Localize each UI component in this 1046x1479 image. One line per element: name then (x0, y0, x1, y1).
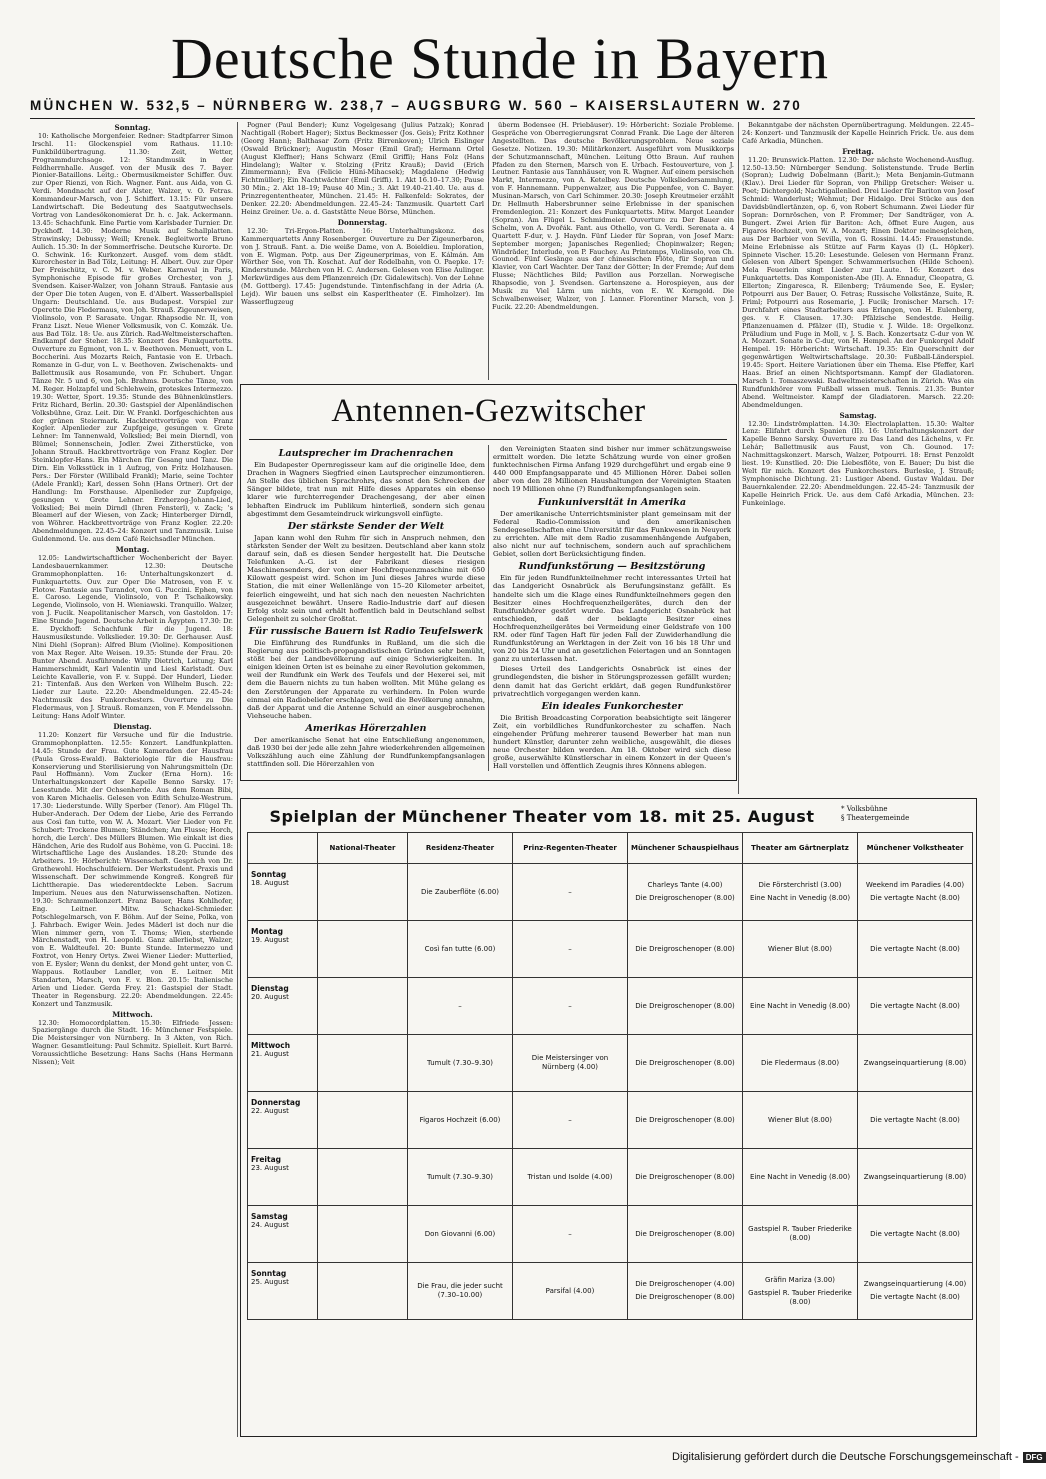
performance-entry: Wiener Blut (8.00) (767, 944, 833, 953)
day-name: Mittwoch (251, 1041, 291, 1050)
day-heading: Donnerstag. (337, 217, 388, 227)
performance-cell (318, 1035, 408, 1092)
day-name: Sonntag (251, 870, 287, 879)
performance-entry: Die Dreigroschenoper (8.00) (635, 1001, 735, 1010)
performance-cell (743, 921, 858, 978)
performance-entry: Die Dreigroschenoper (8.00) (635, 1229, 735, 1238)
performance-cell (408, 864, 513, 921)
program-paragraph: Die British Broadcasting Corporation beabsichtigte seit längerer Zeit, ein vorbildliches Rundfunkorchester zu schaffen. Nach eingehender Prüfung mehrerer tausend Bewerber hat man nun hundert Künstler, darunter zehn weibliche, ausgewählt, die dieses neue Orchester bilden werden. Am 18. Oktober wird sich diese große, auserwählte Künstlerschar in einem Konzert in der Queen's Hall vorstellen und öffentlich Zeugnis ihres Könnens ablegen. (493, 713, 731, 771)
table-row (248, 1149, 973, 1206)
day-date: 23. August (251, 1164, 289, 1172)
performance-entry: Die Dreigroschenoper (8.00) (635, 1115, 735, 1124)
spielplan-legend (841, 805, 973, 823)
program-paragraph: 11.20: Konzert für Versuche und für die Industrie. Grammophonplatten. 12.55: Konzert. Landfunkplatten. 14.45: Stunde der Frau. Gute Kameraden der Hausfrau (Paula Gross-Ewald). Bakteriologie für die Hausfrau: Konservierung und Sterilisierung von Nahrungsmitteln (Dr. Paul Hoffmann). Vom Zucker (Erna Horn). 16: Unterhaltungskonzert der Kapelle Benno Sarsky. 17: Lesestunde. Mit der Ochsenherde. Aus dem Roman Bibi, von Karen Michaelis. Gelesen von Edith Schulze-Westrum. 17.30: Liederstunde. Willy Sperber (Tenor). Am Flügel Th. Huber-Anderach. Der Odem der Liebe, Arie des Ferrando aus Così fan tutte, von W. A. Mozart. Vier Lieder von Fr. Schubert: Trockene Blumen; Ständchen; Am Flusse; Horch, horch, die Lerch'. Des Müllers Blumen. Wie einkalt ist dies Händchen, Arie des Rudolf aus Bohème, von G. Puccini. 18: Wirtschaftliche Lage des Auslandes. 18.20: Stunde des Arbeiters. 19: Hörbericht: Wissenschaft. Gespräch von Dr. Grathewohl. Hochschulfeiern. Der Werkstudent. Praxis und Wissenschaft. Der schwimmende Kongreß. Kongreß für Lichttherapie. Das wiederentdeckte Leben. Sacrum Imperium. Neues aus den Naturwissenschaften. Notizen. 19.30: Schrammelkonzert. Franz Bauer, Hans Kohlhofer, Eng. Leitner. Mitw. Schackel-Schmieder. Potschlegelmarsch, von F. Böhm. Auf der Seine, Polka, von J. Fahrbach. Ewiger Wein. Jedes Mäderl ist doch nur die Wien nimmer gern, von T. Thoms; Wien, sterbende Märchenstadt, von H. Leopoldi. Ganz allerliebst, Walzer, von E. Waldteufel. 20: Bunte Stunde. Intermezzo und Foxtrot, von Henry Ortys. Zwei Wiener Lieder: Mutterlied, von E. Eysler; Wenn du denkst, der Mond geht unter, von C. Wappaus. Rotlauber Landler, von E. Leitner. Mit Standarten, Marsch, von F. v. Blon. 20.15: Italienische Arien und Lieder. Gerda Frey. 21: Gastspiel der Stadt. Theater in Regensburg. 22.20: Abendmeldungen. 22.45: Konzert und Tanzmusik. (32, 730, 233, 1008)
antennen-title: Antennen-Gezwitscher (331, 393, 646, 429)
table-row (248, 921, 973, 978)
day-cell (248, 921, 318, 978)
performance-entry: – (568, 1229, 572, 1238)
performance-entry: Die vertagte Nacht (8.00) (870, 1229, 960, 1238)
performance-entry: Eine Nacht in Venedig (8.00) (749, 894, 851, 902)
day-cell (248, 978, 318, 1035)
day-heading: Montag. (115, 545, 150, 555)
performance-entry: Zwangseinquartierung (8.00) (863, 1172, 967, 1181)
performance-entry: Gastspiel R. Tauber Friederike (8.00) (748, 1288, 852, 1306)
day-cell (248, 1035, 318, 1092)
program-paragraph: Der amerikanische Senat hat eine Entschließung angenommen, daß 1930 bei der jede alle zehn Jahre wiederkehrenden allgemeinen Volkszählung auch eine Zählung der Rundfunkempfangsanlagen stattfinden soll. Die Hörerzahlen von (247, 736, 485, 769)
day-date: 18. August (251, 879, 289, 887)
performance-entry: Tumult (7.30–9.30) (427, 1172, 493, 1181)
legend-item: § Theatergemeinde (841, 814, 910, 822)
performance-cell (858, 978, 973, 1035)
performance-cell (408, 1149, 513, 1206)
performance-entry: Eine Nacht in Venedig (8.00) (749, 1172, 851, 1181)
table-row (248, 1206, 973, 1263)
performance-entry: Die Dreigroschenoper (8.00) (635, 1058, 735, 1067)
performance-cell (743, 978, 858, 1035)
antennen-rule (249, 439, 727, 440)
day-name: Dienstag (251, 984, 289, 993)
performance-cell (513, 864, 628, 921)
day-heading: Dienstag. (113, 721, 152, 731)
day-date: 24. August (251, 1221, 289, 1229)
article-heading: Für russische Bauern ist Radio Teufelswerk (248, 625, 484, 637)
performance-cell (628, 1206, 743, 1263)
performance-cell (858, 1035, 973, 1092)
performance-cell (513, 1206, 628, 1263)
program-paragraph: Bekanntgabe der nächsten Opernübertragung. Meldungen. 22.45–24: Konzert- und Tanzmusik der Kapelle Heinrich Frick. Ue. aus dem Café Arkadia, München. (742, 121, 974, 145)
program-column-2 (241, 122, 484, 380)
program-paragraph: 12.30: Lindströmplatten. 14.30: Electrolaplatten. 15.30: Walter Lenz: Elifahrt durch Spanien (II). 16: Unterhaltungskonzert der Kapelle Benno Sarsky. Ouverture zu Das Land des Lächelns, v. Fr. Lehár; Ballettmusik aus Faust, von Ch. Gounod. 17: Nachmittagskonzert. Marsch, Walzer, Potpourri. 18: Ernst Penzoldt liest. 19: Kunstlied. 20: Die Liebesflöte, von E. Bauer; Du bist die Welt für mich. Konzert des Funkorchesters. Burleske, J. Strauß; Symphonische Dichtung. 21: Lustiger Abend. Gustav Waldau. Der Bauernkalender. 22.20: Abendmeldungen. 22.45–24: Tanzmusik der Kapelle Heinrich Frick. Ue. aus dem Café Arkadia, München. 23: Funkeinlage. (742, 419, 974, 507)
performance-cell (628, 1035, 743, 1092)
article-heading: Funkuniversität in Amerika (537, 496, 687, 508)
masthead-rule (30, 118, 975, 119)
performance-entry: Die Dreigroschenoper (8.00) (635, 894, 735, 902)
antennen-right-column (493, 445, 731, 775)
footer-text: Digitalisierung gefördert durch die Deutsche Forschungsgemeinschaft - (672, 1451, 1019, 1463)
performance-cell (628, 921, 743, 978)
day-date: 20. August (251, 993, 289, 1001)
day-name: Sonntag (251, 1269, 287, 1278)
performance-cell (513, 978, 628, 1035)
program-paragraph: Die Einführung des Rundfunks in Rußland, um die sich die Regierung aus politisch-propagandistischen Gründen sehr bemüht, stößt bei der Landbevölkerung auf einige Schwierigkeiten. In einigen kleinen Orten ist es beinahe zu einer Revolution gekommen, weil der Rundfunk ein Werk des Teufels und der Hexerei sei, mit dem die Bauern nichts zu tun haben wollten. Mit Mühe gelang es den Zerstörungen der Apparate zu verhindern. In Polen wurde einmal ein Radiobeliefer erschlagen, weil die Bevölkerung annahm, daß der Apparat und die Antenne Schuld an einer ausgebrochenen Viehseuche haben. (247, 638, 485, 720)
performance-cell (858, 864, 973, 921)
spielplan-header-row (248, 833, 973, 864)
legend-item: * Volksbühne (841, 805, 888, 813)
program-paragraph: 12.30: Homocordplatten. 15.30: Elfriede Jessen: Spaziergänge durch die Stadt. 16: Münchener Festspiele. Die Meistersinger von Nürnberg. In 3 Akten, von Rich. Wagner. Gesamtleitung: Paul Schmitz. Spielleit. Kurt Barré. Voraussichtliche Besetzung: Hans Sachs (Hans Hermann Nissen); Veit (32, 1018, 233, 1067)
performance-cell (743, 1206, 858, 1263)
antennen-gezwitscher-box (240, 384, 737, 781)
program-paragraph: 10: Katholische Morgenfeier. Redner: Stadtpfarrer Simon Irschl. 11: Glockenspiel vom Rathaus. 11.10: Funkbildübertragung. 11.30: Zeit, Wetter, Programmdurchsage. 12: Standmusik in der Feldherrnhalle. Ausgef. von der Musik des 7. Bayer. Pionier-Bataillons. Leitg.: Obermusikmeister Schiffer. Ouv. zur Oper Rienzi, von Rich. Wagner. Fant. aus Aida, von G. Verdi. Mondnacht auf der Alster, Walzer, v. O. Fetras. Kommandeur-Marsch, von J. Schiffert. 13.15: Für unsere Landwirtschaft. Die Bedeutung des Saatgutwechsels. Vortrag von Landesökonomierat Dr. h. c. Jak. Ackermann. 13.45: Schachfunk. Eine Partie vom Karlsbader Turnier. Dr. Dyckhoff. 14.30: Moderne Musik auf Schallplatten. Strawinsky; Debussy; Weill; Krenek. Begleitworte Bruno Aulich. 15.30: In der Sommerfrische. Deutsche Kurorte. Dr. O. Schwink. 16: Kurkonzert. Ausgef. vom dem städt. Kurorchester in Bad Tölz, Leitung: H. Albert. Ouv. zur Oper Der Freischütz, v. C. M. v. Weber. Karneval in Paris, Symphonische Episode für großes Orchester, von J. Svendsen. Kaiser-Walzer, von Johann Strauß. Fantasie aus der Oper Die toten Augen, von E. d'Albert. Wasserballspiel Ungarn: Deutschland. Ue. aus Budapest. Vorspiel zur Operette Die Fledermaus, von Joh. Strauß. Zigeunerweisen, Violinsolo, von P. Sarasate. Ungar. Rhapsodie Nr. II, von Franz Liszt. Neue Wiener Volksmusik, von C. Komzák. Ue. aus Bad Tölz. 18: Ue. aus Zürich. Rad-Weltmeisterschaften. Endkampf der Steher. 18.35: Konzert des Funkquartetts. Ouverture zu Egmont, von L. v. Beethoven. Menuett, von L. Boccherini. Aus Mozarts Reich, Fantasie von E. Urbach. Romanze in G-dur, von L. v. Beethoven. Zwischenakts- und Ballettmusik aus Rosamunde, von Fr. Schubert. Ungar. Tänze Nr. 5 und 6, von Joh. Brahms. Deutsche Tänze, von M. Reger. Holzapfel und Schlehwein, groteskes Intermezzo. 19.30: Wetter, Sport. 19.35: Stunde des Bühnenkünstlers. Fritz Richard, Berlin. 20.30: Gastspiel der Alpenländischen Volksbühne, Graz. Leit. Dir. W. Frankl. Dorfgeschichten aus der grünen Steiermark. Hackbrettvorträge von Franz Kogler. Alpenlieder zur Zupfgeige, gesungen v. Grete Lehner: Im Tannenwald, Volkslied; Bei mein Dierndl, von Blümel; Sonnenschein, Jodler. Zwei Zitherstücke, von Johann Strauß. Hackbrettvorträge von Franz Kogler. Der Steinklopfer-Hans. Ein Märchen für Gesang und Tanz. Die Dirn. Ein Volksstück in 1 Aufzug, von Fritz Holzhausen. Pers.: Der Förster (Willibald Frankl); Marie, seine Tochter (Adele Frankl); Karl, dessen Sohn (Hans Ortner). Ort der Handlung: Im Forsthause. Alpenlieder zur Zupfgeige, gesungen v. Grete Lehner. Erzherzog-Johann-Lied, Volkslied; Bei mein Dirndl (Ihren Fensterl), v. Zack; 's Bleamerl auf der Wiesen, von Zack; Hinterberger Dirndl, von Wöhrer. Hackbrettvorträge von Franz Kogler. 22.20: Abendmeldungen. 22.45–24: Konzert und Tanzmusik. Luise Guldenmond. Ue. aus dem Café Reichsadler München. (32, 131, 233, 544)
performance-entry: Così fan tutte (6.00) (424, 944, 496, 953)
day-cell (248, 1149, 318, 1206)
table-row (248, 1035, 973, 1092)
performance-cell (513, 1149, 628, 1206)
performance-entry: Die vertagte Nacht (8.00) (870, 1293, 960, 1301)
performance-entry: – (458, 1001, 462, 1010)
program-paragraph: den Vereinigten Staaten sind bisher nur immer schätzungsweise ermittelt worden. Die letzte Schätzung wurde von einer großen funktechnischen Firma Anfang 1929 durchgeführt und ergab eine 9 440 000 Empfangsapparate und 45 Millionen Hörer. Dabei sollen aber von den 28 Millionen Haushaltungen der Vereinigten Staaten noch 19 Millionen ohne (?) Rundfunkempfangsanlagen sein. (493, 445, 731, 494)
spielplan-box (240, 798, 977, 1437)
performance-entry: Die vertagte Nacht (8.00) (870, 944, 960, 953)
article-heading: Rundfunkstörung — Besitzstörung (518, 561, 706, 573)
performance-entry: Die Dreigroschenoper (8.00) (635, 1293, 735, 1301)
performance-entry: Die vertagte Nacht (8.00) (870, 894, 960, 902)
spielplan-title: Spielplan der Münchener Theater vom 18. mit 25. August (269, 807, 815, 826)
performance-entry: Wiener Blut (8.00) (767, 1115, 833, 1124)
program-paragraph: Pogner (Paul Bender); Kunz Vogelgesang (Julius Patzak); Konrad Nachtigall (Robert Hager); Sixtus Beckmesser (Jos. Geis); Fritz Kothner (Georg Hann); Balthasar Zorn (Fritz Birrenkoven); Ulrich Eislinger (Oswald Brückner); Augustin Moser (Emil Graf); Hermann Ortel (August Kleffner); Hans Schwarz (Emil Griffi); Hans Folz (Hans Hindelang); Walter v. Stolzing (Fritz Krauß); David (Erich Zimmermann); Eva (Felicie Hüni-Mihacsek); Magdalene (Hedwig Fichtmüller); Ein Nachtwächter (Emil Griffi). 1. Akt 16.10–17.30; Pause 30 Min.; 2. Akt 18–19; Pause 40 Min.; 3. Akt 19.40–21.40. Ue. aus d. Prinzregententheater, München. 21.45: H. Falkenfeld: Sokrates, der Denker. 22.20: Abendmeldungen. 22.45–24: Tanzmusik. Quartett Carl Heinz Greiner. Ue. a. d. Gaststätte Neue Börse, München. (241, 121, 484, 216)
program-paragraph: Ein Budapester Opernregisseur kam auf die originelle Idee, dem Drachen in Wagners Siegfried einen Lautsprecher einzumontieren. An Stelle des üblichen Sprachrohrs, das sonst den Schrecken der Sänger bildete, trat nun mit Hilfe dieses Apparates ein ebenso klarer wie furchterregender Drachengesang, der aber einen lebhaften Eindruck im Publikum hinterließ, sondern sich genau abgestimmt dem Gesamteindruck wirkungsvoll einfügte. (247, 461, 485, 518)
table-row (248, 864, 973, 921)
day-heading: Samstag. (839, 410, 877, 420)
program-paragraph: 11.20: Brunswick-Platten. 12.30: Der nächste Wochenend-Ausflug. 12.50–13.50: Nürnberger Sendung. Solistenstunde. Trude Berlin (Sopran); Ludwig Dobelmann (Barit.); Meta Benjamin-Gutmann (Klav.). Drei Lieder für Sopran, von Philipp Gretscher: Weiser u. Poet; Dichtergold; Nachtigallenlied. Drei Lieder für Bariton von Josef Schmid: Wanderlust; Wehmut; Der Hidalgo. Drei Stücke aus den Davidsbündlertänzen, op. 6, von Robert Schumann. Zwei Lieder für Sopran: Dornröschen, von P. Frommer; Der Sandträger, von A. Bungert. Zwei Arien für Bariton: Ach, öffnet Eure Augen, aus Figaros Hochzeit, von W. A. Mozart; Einen Doktor meinesgleichen, aus Der Barbier von Sevilla, von G. Rossini. 14.45: Frauenstunde. Meine Erlebnisse als Stütze auf Farm Kayas (I) (L. Höpker). Spinnete Vischer. 15.20: Lesestunde. Gelesen von Hermann Franz. Gelesen von Albert Spenger. Schwammerlsuchen (Hilde Schoen). Mela Feuerlein singt Lieder zur Laute. 16: Konzert des Funkquartetts. Das Komponisten-Abe (II). A. Ennadur, Cleopatra, G. Ellerton; Zingaresca, R. Eilenberg; Träumende See, E. Eysler; Potpourri aus Der Bauer, O. Fetras; Russische Volkstänze, Suite, R. Friml; Potpourri aus Rosemarie, J. Fucik; Ironischer Marsch. 17: Durchfahrt eines Stadtarbeiters aus Erlangen, von H. Eulenberg, ges. v. F. Clausen. 17.30: Pfälzische Sendestde. Heilig. Pflanzenuamen d. Pfälzer (II), Studie v. J. Wilde. 18: Orgelkonz. Präludium und Fuge in Moll, v. J. S. Bach. Konzertsatz C-dur von W. A. Mozart. Sonate in C-dur, von H. Hempel. An der Funkorgel Adolf Hempel. 19: Hörbericht: Wirtschaft. 19.35: Ein Querschnitt der gegenwärtigen Weltwirtschaftslage. 20.30: Fußball-Länderspiel. 19.45: Sport. Heitere Variationen über ein Thema. Else Pfeffer, Karl Haas. Brief an einen Nichtsportsmann. Kampf der Gladiatoren. Marsch 1. Tomaszewski. Radweltmeisterschaften in Zürich. Was ein Rundfunkhörer vom Fußball wissen muß. Tennis. 21.35: Bunter Abend. Weltmeister. Kampf der Gladiatoren. Marsch. 22.20: Abendmeldungen. (742, 155, 974, 409)
performance-entry: Die Fledermaus (8.00) (760, 1058, 840, 1067)
program-paragraph: Dieses Urteil des Landgerichts Osnabrück ist eines der grundlegendsten, die bisher in Störungsprozessen gefällt wurden; denn damit hat das Gericht erklärt, daß gegen Rundfunkstörer privatrechtlich vorgegangen werden kann. (493, 665, 731, 698)
performance-entry: Die Frau, die jeder sucht (7.30–10.00) (417, 1282, 503, 1299)
performance-cell (628, 978, 743, 1035)
performance-cell (408, 1206, 513, 1263)
performance-cell (513, 1263, 628, 1320)
table-row (248, 1263, 973, 1320)
day-name: Samstag (251, 1212, 288, 1221)
performance-entry: Zwangseinquartierung (8.00) (863, 1058, 967, 1067)
column-header: National-Theater (318, 833, 408, 864)
day-date: 25. August (251, 1278, 289, 1286)
performance-entry: Gräfin Mariza (3.00) (764, 1275, 836, 1284)
performance-cell (513, 1035, 628, 1092)
performance-entry: Die Dreigroschenoper (8.00) (635, 944, 735, 953)
station-list: MÜNCHEN W. 532,5 – NÜRNBERG W. 238,7 – AUGSBURG W. 560 – KAISERSLAUTERN W. 270 (30, 98, 802, 113)
performance-cell (318, 864, 408, 921)
performance-cell (743, 1092, 858, 1149)
performance-entry: Don Giovanni (6.00) (424, 1229, 496, 1238)
program-paragraph: 12.05: Landwirtschaftlicher Wochenbericht der Bayer. Landesbauernkammer. 12.30: Deutsche Grammophonplatten. 16: Unterhaltungskonzert d. Funkquartetts. Ouv. zur Oper Die Matrosen, von F. v. Flotow. Fantasie aus Turandot, von G. Puccini. Ephen, von E. Caroso. Legende, Violinsolo, von P. Tschaikowsky. Legende, Violinsolo, von H. Wieniawski. Tranquillo. Walzer, von J. Fucik. Neapolitanischer Marsch, von Gastoldon. 17: Eine Stunde Jugend. Deutsche Arbeit in Ägypten. 17.30: Dr. E. Dyckhoff: Schachfunk für die Jugend. 18: Hausmusikstunde. Volkslieder. 19.30: Dr. Gerhauser. Ausf. Nini Diehl (Sopran): Alfred Blum (Violine). Kompositionen von Max Reger. Alte Weisen. 19.35: Stunde der Frau. 20: Bunter Abend. Ausführende: Willy Dietrich, Leitung; Karl Hammerschmidt, Karl Valentin und Liesl Karlstadt. Ouv. Leichte Kavallerie, von F. v. Suppé. Der Hunderl, Lieder. 21: Tintenfaß. Aus den Werken von Wilhelm Busch. 22: Lieder zur Laute. 22.20: Abendmeldungen. 22.45–24: Nachtmusik des Funkorchesters. Ouverture zu Die Fledermaus, von J. Strauß. Romanzen, von F. Mendelssohn. Leitung: Hans Adolf Winter. (32, 553, 233, 721)
day-name: Freitag (251, 1155, 282, 1164)
program-paragraph: überm Bodensee (H. Priebäuser). 19: Hörbericht: Soziale Probleme. Gespräche von Oberregierungsrat Conrad Frank. Die Lage der älteren Angestellten. Das deutsche Bevölkerungsproblem. Neue soziale Gesetze. Notizen. 19.30: Militärkonzert. Ausgeführt vom Musikkorps der Schutzmannschaft, München. Leitung Otto Braun. Auf rauhen Pfaden zu den Sternen, Marsch von E. Urbach. Festouverture, von J. Leutner. Fantasie aus Tannhäuser, von R. Wagner. Auf einem persischen Markt, Intermezzo, von A. Ketelbey. Deutsche Volksliedersammlung, von F. Hannemann. Puppenwalzer, aus Die Puppenfee, von C. Bayer. Musinan-Marsch, von Carl Schimmer. 20.30: Joseph Kreutmeier erzählt Dr. Hellmuth Habersbrunner seine Erlebnisse in der spanischen Fremdenlegion. 21: Konzert des Funkquartetts. Mitw. Margot Leander (Sopran). Am Flügel L. Schmidmeier. Ouverture zu Der Bauer ein Schelm, von A. Dvořák. Fant. aus Othello, von G. Verdi. Serenata a. 4 Quartett F-dur, v. J. Haydn. Fünf Lieder für Sopran, von Josef Marx: September morgen; Japanisches Regenlied; Chopinwalzer; Regen; Windräder, Interlude, von P. Fauchey. Au Printemps, Violinsolo, von Ch. Gounod. Fünf Gesänge aus der chinesischen Flöte, für Sopran und Klavier, von Carl Wachter. Der Tanz der Götter; In der Fremde; Auf dem Flusse; Nächtliches Bild; Pavillon aus Porzellan. Norwegische Rhapsodie, von J. Svendsen. Gartenszene a. Horospieyen, aus der Musik zu Viel Lärm um nichts, von E. W. Korngold. Die Schwalbenweiser, Walzer, von J. Lanner. Florentiner Marsch, von J. Fucik. 22.20: Abendmeldungen. (492, 121, 734, 311)
performance-cell (408, 1263, 513, 1320)
performance-cell (628, 864, 743, 921)
performance-cell (318, 1263, 408, 1320)
performance-entry: – (568, 1001, 572, 1010)
performance-cell (318, 978, 408, 1035)
performance-entry: Tumult (7.30–9.30) (427, 1058, 493, 1067)
performance-entry: – (568, 1115, 572, 1124)
dfg-logo: DFG (1023, 1452, 1046, 1463)
column-header (248, 833, 318, 864)
performance-entry: Zwangseinquartierung (4.00) (863, 1280, 967, 1288)
program-paragraph: Der amerikanische Unterrichtsminister plant gemeinsam mit der Federal Radio-Commission und den amerikanischen Sendegesellschaften eine Universität für das Funkwesen in Neuyork zu errichten. Alle mit dem Radio zusammenhängende Aufgaben, also nicht nur auf technischem, sondern auch auf sprachlichem Gebiet, sollen dort Berücksichtigung finden. (493, 509, 731, 559)
performance-cell (408, 978, 513, 1035)
article-heading: Amerikas Hörerzahlen (305, 722, 427, 734)
program-paragraph: 12.30: Tri-Ergon-Platten. 16: Unterhaltungskonz. des Kammerquartetts Anny Rosenberger. Ouverture zu Der Zigeunerbaron, von J. Strauß. Fant. a. Die weiße Dame, von A. Boieldieu. Imploration, von E. Wigman. Potp. aus Der Zigeunerprimas, von E. Kálmán. Am Wörther See, von Th. Koschat. Auf der Rodelbahn, von O. Paepke. 17: Kinderstunde. Märchen von H. C. Andersen. Gelesen von Elise Aulinger. Merkwürdiges aus dem Pflanzenreich (Dr. Gidalewitsch). Von der Lehne (M. Gottberg). 17.45: Jugendstunde. Tintenfischfang in der Adria (A. Lejd). Wir bauen uns selbst ein Kasperltheater (E. Fimholzer). Im Wasserflugzeug (241, 226, 484, 306)
day-date: 19. August (251, 936, 289, 944)
performance-cell (318, 1092, 408, 1149)
performance-entry: Gastspiel R. Tauber Friederike (8.00) (748, 1225, 852, 1242)
column-header: Prinz-Regenten-Theater (513, 833, 628, 864)
performance-cell (743, 1035, 858, 1092)
masthead-title: Deutsche Stunde in Bayern (170, 26, 829, 91)
day-heading: Freitag. (842, 146, 874, 156)
performance-entry: Eine Nacht in Venedig (8.00) (749, 1001, 851, 1010)
day-heading: Sonntag. (114, 123, 151, 132)
performance-cell (858, 1206, 973, 1263)
column-divider (738, 122, 739, 794)
performance-cell (408, 921, 513, 978)
day-date: 21. August (251, 1050, 289, 1058)
performance-cell (628, 1092, 743, 1149)
article-heading: Lautsprecher im Drachenrachen (278, 448, 454, 459)
performance-cell (513, 921, 628, 978)
day-date: 22. August (251, 1107, 289, 1115)
performance-cell (858, 1263, 973, 1320)
column-header: Residenz-Theater (408, 833, 513, 864)
performance-entry: Weekend im Paradies (4.00) (865, 881, 965, 889)
performance-cell (408, 1035, 513, 1092)
performance-cell (513, 1092, 628, 1149)
column-header: Münchener Schauspielhaus (628, 833, 743, 864)
performance-cell (408, 1092, 513, 1149)
day-cell (248, 864, 318, 921)
performance-entry: Tristan und Isolde (4.00) (527, 1172, 613, 1181)
column-header: Theater am Gärtnerplatz (743, 833, 858, 864)
performance-cell (318, 921, 408, 978)
performance-cell (743, 1149, 858, 1206)
antennen-divider (488, 445, 489, 771)
performance-cell (743, 1263, 858, 1320)
column-divider (237, 122, 238, 1437)
performance-cell (628, 1263, 743, 1320)
article-heading: Ein ideales Funkorchester (541, 700, 683, 712)
column-header: Münchener Volkstheater (858, 833, 973, 864)
day-cell (248, 1092, 318, 1149)
performance-cell (858, 1092, 973, 1149)
program-column-3 (492, 122, 734, 380)
program-paragraph: Ein für jeden Rundfunkteilnehmer recht interessantes Urteil hat das Landgericht Osnabrück als Berufungsinstanz gefällt. Es handelte sich um die Klage eines Rundfunkteilnehmers gegen den Besitzer eines Hochfrequenzheilgerätes, durch den der Rundfunkhörer gestört wurde. Das Landgericht Osnabrück hat entschieden, daß der beklagte Besitzer eines Hochfrequenzheilgerätes bei Vermeidung einer Geldstrafe von 100 RM. oder fünf Tagen Haft für jeden Fall der Zuwiderhandlung die Rundfunkstörung an Werktagen in der Zeit von 16 bis 18 Uhr und von 20 bis 24 Uhr und an gesetzlichen Feiertagen und an Sonntagen ganz zu unterlassen hat. (493, 574, 731, 664)
day-name: Montag (251, 927, 283, 936)
performance-entry: Die Zauberflöte (6.00) (420, 887, 500, 896)
performance-entry: Parsifal (4.00) (545, 1286, 595, 1295)
program-paragraph: Japan kann wohl den Ruhm für sich in Anspruch nehmen, den stärksten Sender der Welt zu besitzen. Deutschland aber kann stolz darauf sein, daß es diesen Sender hergestellt hat. Die Deutsche Telefunken A.-G. ist der Fabrikant dieses riesigen Maschinensenders, der von einer Hochfrequenzmaschine mit 650 Kilowatt gespeist wird. Schon im Juni dieses Jahres wurde diese Station, die mit einer Wellenlänge von 15–20 Kilometer arbeitet, feierlich eingeweiht, und hat sich nach den neuesten Nachrichten ausgezeichnet bewährt. Unsere Radio-Industrie darf auf diesen Erfolg stolz sein und erhält hoffentlich bald in Deutschland selbst Gelegenheit zu solcher Großtat. (247, 533, 485, 623)
day-cell (248, 1206, 318, 1263)
performance-entry: Die Dreigroschenoper (4.00) (635, 1280, 735, 1288)
day-cell (248, 1263, 318, 1320)
performance-entry: – (568, 887, 572, 896)
table-row (248, 1092, 973, 1149)
performance-entry: Die Dreigroschenoper (8.00) (635, 1172, 735, 1181)
performance-cell (858, 1149, 973, 1206)
antennen-left-column (247, 445, 485, 775)
performance-cell (858, 921, 973, 978)
performance-cell (628, 1149, 743, 1206)
column-divider (488, 122, 489, 380)
performance-entry: Figaros Hochzeit (6.00) (419, 1115, 501, 1124)
performance-entry: Die vertagte Nacht (8.00) (870, 1115, 960, 1124)
article-heading: Der stärkste Sender der Welt (287, 520, 445, 532)
performance-cell (743, 864, 858, 921)
table-row (248, 978, 973, 1035)
performance-entry: Die vertagte Nacht (8.00) (870, 1001, 960, 1010)
performance-entry: Die Meistersinger von Nürnberg (4.00) (531, 1054, 609, 1071)
program-column-4 (742, 122, 974, 794)
performance-entry: – (568, 944, 572, 953)
performance-entry: Die Försterchristl (3.00) (758, 881, 842, 889)
day-name: Donnerstag (251, 1098, 301, 1107)
day-heading: Mittwoch. (112, 1009, 153, 1019)
performance-cell (318, 1149, 408, 1206)
spielplan-table (247, 832, 973, 1320)
program-column-1 (32, 122, 233, 1440)
performance-cell (318, 1206, 408, 1263)
performance-entry: Charleys Tante (4.00) (647, 881, 723, 889)
footer-credit (672, 1451, 1043, 1463)
